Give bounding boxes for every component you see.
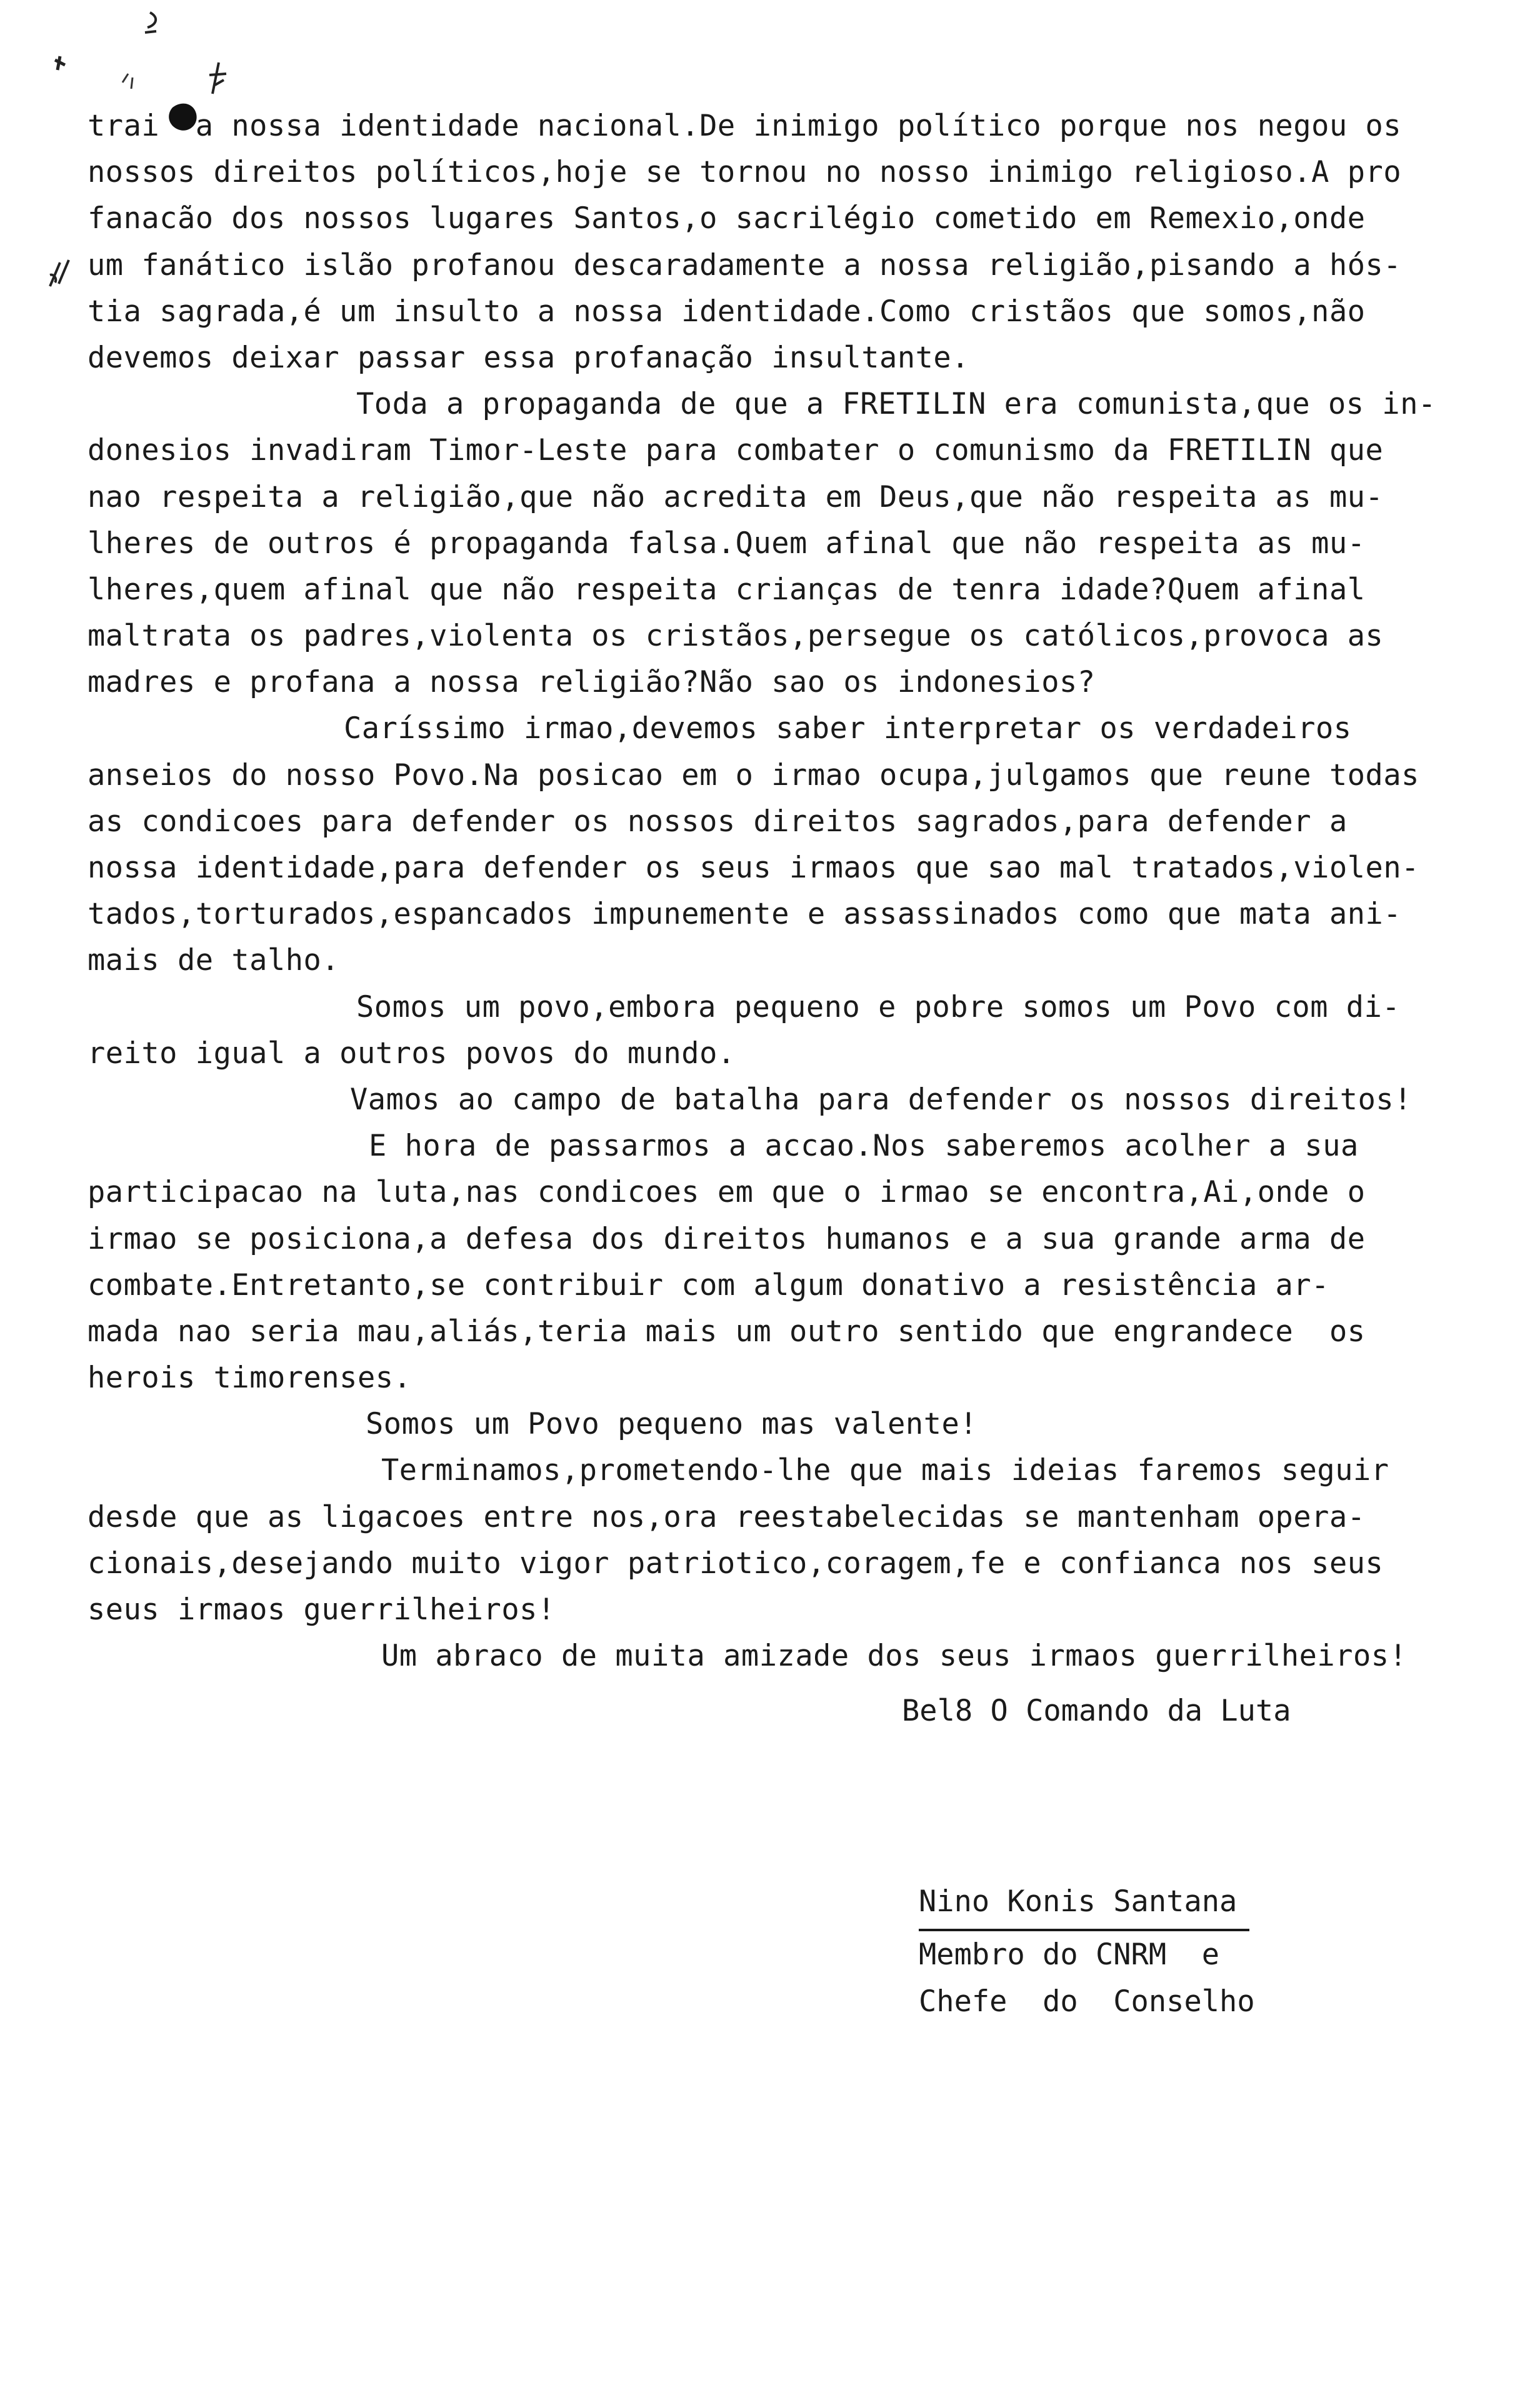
signature-title-line: Chefe do Conselho — [919, 1984, 1255, 2019]
letter-line: nossos direitos políticos,hoje se tornou no nosso inimigo religioso.A pro — [88, 155, 1402, 190]
signature-name: Nino Konis Santana — [919, 1878, 1249, 1931]
letter-line: irmao se posiciona,a defesa dos direitos humanos e a sua grande arma de — [88, 1221, 1366, 1256]
letter-line: cionais,desejando muito vigor patriotico,coragem,fe e confianca nos seus — [88, 1546, 1384, 1581]
letter-line: fanacão dos nossos lugares Santos,o sacrilégio cometido em Remexio,onde — [88, 201, 1366, 236]
letter-line: anseios do nosso Povo.Na posicao em o irmao ocupa,julgamos que reune todas — [88, 758, 1419, 792]
letter-line: seus irmaos guerrilheiros! — [88, 1592, 556, 1627]
letter-line: herois timorenses. — [88, 1361, 412, 1396]
letter-line: Somos um povo,embora pequeno e pobre somos um Povo com di- — [356, 989, 1401, 1024]
letter-line: maltrata os padres,violenta os cristãos,persegue os católicos,provoca as — [88, 619, 1384, 654]
signature-title-line: Membro do CNRM e — [919, 1938, 1220, 1972]
letter-line: reito igual a outros povos do mundo. — [88, 1036, 736, 1071]
letter-line: trai a nossa identidade nacional.De inimigo político porque nos negou os — [88, 109, 1402, 143]
letter-line: madres e profana a nossa religião?Não sao os indonesios? — [88, 665, 1096, 700]
letter-line: participacao na luta,nas condicoes em que o irmao se encontra,Ai,onde o — [88, 1175, 1366, 1210]
letter-line: tia sagrada,é um insulto a nossa identidade.Como cristãos que somos,não — [88, 294, 1366, 329]
letter-line: Terminamos,prometendo-lhe que mais ideias faremos seguir — [381, 1453, 1389, 1488]
letter-line: nao respeita a religião,que não acredita em Deus,que não respeita as mu- — [88, 479, 1384, 514]
letter-body — [88, 103, 1500, 1679]
letter-line: lheres,quem afinal que não respeita crianças de tenra idade?Quem afinal — [88, 572, 1366, 607]
letter-line: as condicoes para defender os nossos direitos sagrados,para defender a — [88, 804, 1348, 839]
letter-line: desde que as ligacoes entre nos,ora reestabelecidas se mantenham opera- — [88, 1499, 1366, 1534]
letter-line: tados,torturados,espancados impunemente e assassinados como que mata ani- — [88, 897, 1402, 932]
margin-slash-marks — [0, 0, 100, 325]
letter-line: Toda a propaganda de que a FRETILIN era comunista,que os in- — [356, 387, 1436, 422]
letter-line: um fanático islão profanou descaradamente a nossa religião,pisando a hós- — [88, 248, 1402, 282]
letter-line: Caríssimo irmao,devemos saber interpretar os verdadeiros — [344, 711, 1352, 746]
letter-line: devemos deixar passar essa profanação insultante. — [88, 340, 970, 375]
letter-line: Somos um Povo pequeno mas valente! — [366, 1407, 978, 1442]
letter-line: Um abraco de muita amizade dos seus irmaos guerrilheiros! — [381, 1639, 1408, 1674]
letter-line: combate.Entretanto,se contribuir com algum donativo a resistência ar- — [88, 1268, 1329, 1302]
letter-line: Vamos ao campo de batalha para defender os nossos direitos! — [350, 1082, 1412, 1117]
signature-block — [919, 1878, 1255, 2025]
letter-line: mais de talho. — [88, 943, 340, 978]
letter-line: lheres de outros é propaganda falsa.Quem afinal que não respeita as mu- — [88, 526, 1366, 561]
closing-line: Bel8 O Comando da Luta — [902, 1694, 1291, 1728]
letter-line: donesios invadiram Timor-Leste para combater o comunismo da FRETILIN que — [88, 433, 1384, 468]
letter-line: nossa identidade,para defender os seus irmaos que sao mal tratados,violen- — [88, 851, 1419, 885]
letter-line: E hora de passarmos a accao.Nos saberemos acolher a sua — [369, 1129, 1359, 1164]
letter-line: mada nao seria mau,aliás,teria mais um outro sentido que engrandece os — [88, 1314, 1366, 1349]
